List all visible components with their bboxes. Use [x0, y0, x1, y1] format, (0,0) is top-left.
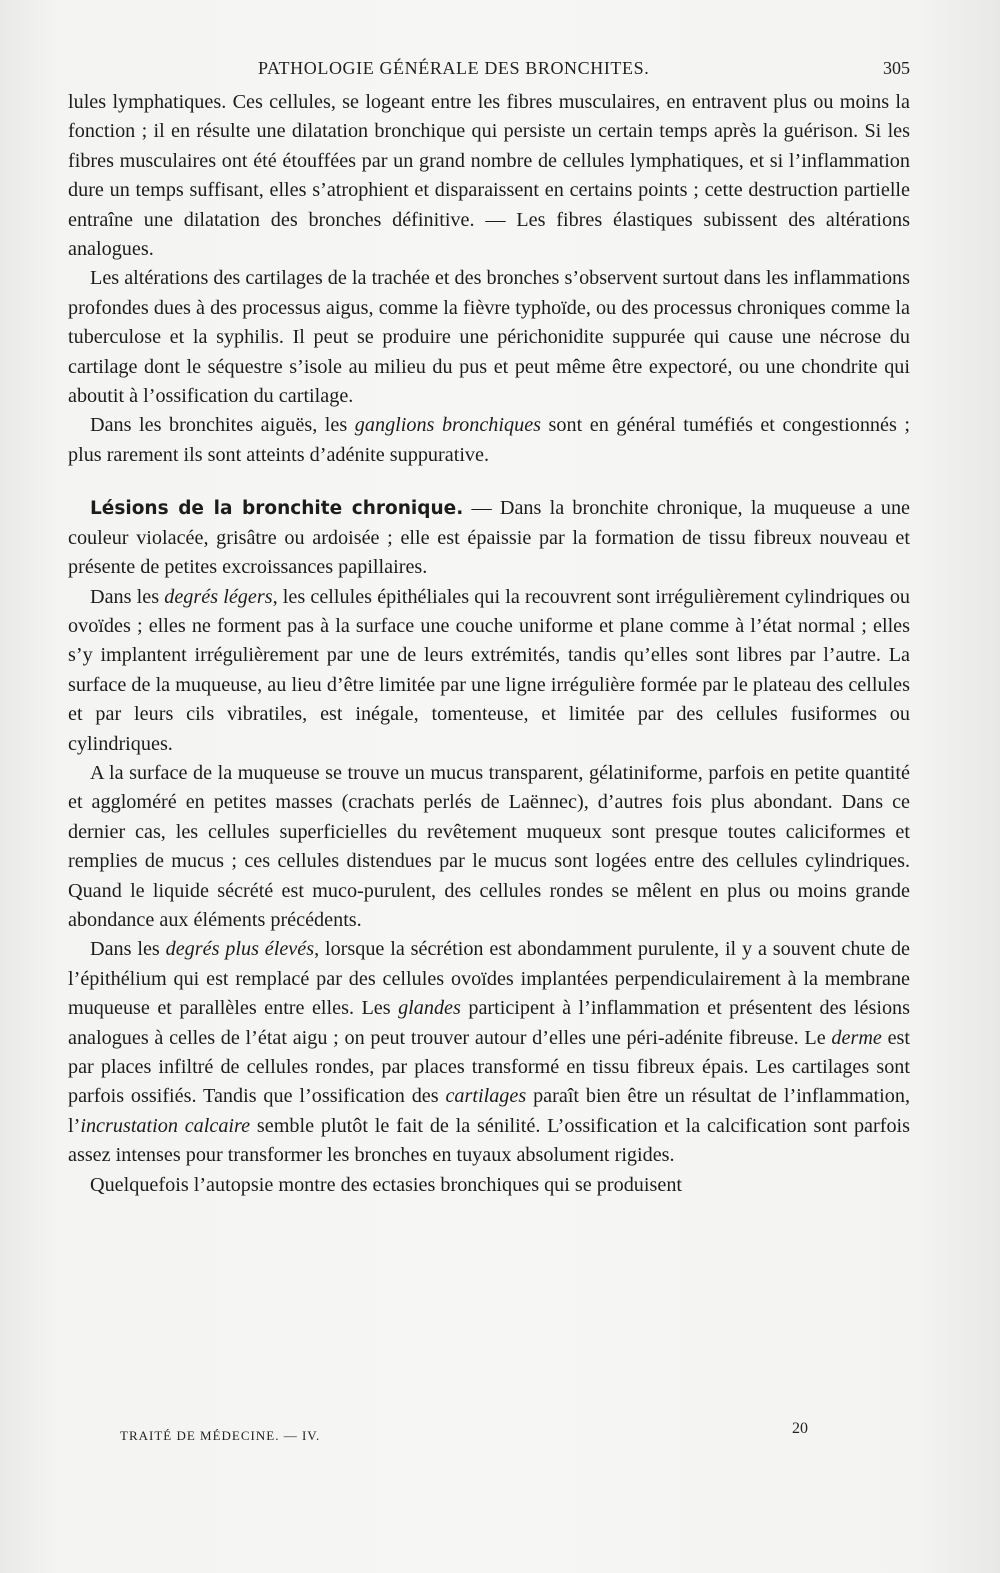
text-run: Dans les: [90, 585, 165, 608]
italic-term: degrés plus élevés: [165, 938, 315, 961]
text-run: Dans les bronchites aiguës, les: [90, 414, 355, 437]
running-head: [68, 58, 910, 84]
paragraph: lules lymphatiques. Ces cellules, se logeant entre les fibres musculaires, en entravent plus ou moins la fonction ; il en résulte une dilatation bronchique qui persiste un certain temps après la guérison. Si les fibres musculaires ont été étouffées par un grand nombre de cellules lymphatiques, et si l’inflammation dure un temps suffisant, elles s’atrophient et disparaissent en certains points ; cette destruction partielle entraîne une dilatation des bronches définitive. — Les fibres élastiques subissent des altérations analogues.: [68, 91, 910, 261]
signature-mark: 20: [792, 1420, 808, 1437]
text-run: Dans les: [90, 938, 166, 961]
body-text: [68, 88, 910, 1200]
text-run: est par places infiltré de cellules rondes, par places transformé en tissu fibreux épais. Les cartilages sont parfois ossifiés. Tandis que l’ossification des: [68, 1026, 910, 1108]
page-number: 305: [883, 58, 910, 78]
italic-term: incrustation calcaire: [80, 1114, 251, 1137]
italic-term: glandes: [398, 997, 461, 1020]
italic-term: ganglions bronchiques: [354, 414, 542, 437]
text-run: participent à l’inflammation et présentent des lésions analogues à celles de l’état aigu ; on peut trouver autour d’elles une péri-adénite fibreuse. Le: [68, 997, 911, 1049]
section-heading: Lésions de la bronchite chronique.: [90, 498, 464, 520]
text-run: semble plutôt le fait de la sénilité. L’ossification et la calcification sont parfois assez intenses pour transformer les bronches en tuyaux absolument rigides.: [68, 1114, 911, 1167]
italic-term: derme: [831, 1026, 882, 1049]
paragraph: [68, 583, 910, 759]
text-run: paraît bien être un résultat de l’inflammation, l’: [68, 1085, 911, 1137]
italic-term: degrés légers: [164, 585, 273, 608]
text-run: , lorsque la sécrétion est abondamment purulente, il y a souvent chute de l’épithélium qui est remplacé par des cellules ovoïdes implantées perpendiculairement à la membrane muqueuse et parallèles entre elles. Les: [68, 938, 911, 1020]
running-title: PATHOLOGIE GÉNÉRALE DES BRONCHITES.: [258, 58, 650, 78]
text-run: — Dans la bronchite chronique, la muqueuse a une couleur violacée, grisâtre ou ardoisée ; elle est épaissie par la formation de tissu fibreux nouveau et présente de petites excroissances papillaires.: [68, 497, 911, 579]
text-run: , les cellules épithéliales qui la recouvrent sont irrégulièrement cylindriques ou ovoïdes ; elles ne forment pas à la surface une couche uniforme et plane comme à l’état normal ; elles s’y implantent irrégulièrement par une de leurs extrémités, tandis qu’elles sont libres par l’autre. La surface de la muqueuse, au lieu d’être limitée par une ligne irrégulière formée par le plateau des cellules et par leurs cils vibratiles, est inégale, tomenteuse, et limitée par des cellules fusiformes ou cylindriques.: [68, 585, 911, 755]
footer: [120, 1420, 820, 1450]
book-title: TRAITÉ DE MÉDECINE. — IV.: [120, 1428, 321, 1443]
paragraph: A la surface de la muqueuse se trouve un mucus transparent, gélatiniforme, parfois en petite quantité et aggloméré en petites masses (crachats perlés de Laënnec), d’autres fois plus abondant. Dans ce dernier cas, les cellules superficielles du revêtement muqueux sont presque toutes caliciformes et remplies de mucus ; ces cellules distendues par le mucus sont logées entre des cellules cylindriques. Quand le liquide sécrété est muco-purulent, des cellules rondes se mêlent en plus ou moins grande abondance aux éléments précédents.: [68, 761, 910, 931]
paragraph: [68, 494, 910, 582]
paragraph: [68, 411, 910, 470]
italic-term: cartilages: [445, 1085, 527, 1108]
paragraph: Les altérations des cartilages de la trachée et des bronches s’observent surtout dans les inflammations profondes dues à des processus aigus, comme la fièvre typhoïde, ou des processus chroniques comme la tuberculose et la syphilis. Il peut se produire une périchonidite suppurée qui cause une nécrose du cartilage dont le séquestre s’isole au milieu du pus et peut même être expectoré, ou une chondrite qui aboutit à l’ossification du cartilage.: [68, 267, 910, 408]
text-run: sont en général tuméfiés et congestionnés ; plus rarement ils sont atteints d’adénite suppurative.: [68, 414, 910, 466]
paragraph: [68, 935, 910, 1170]
paragraph: Quelquefois l’autopsie montre des ectasies bronchiques qui se produisent: [90, 1173, 683, 1196]
